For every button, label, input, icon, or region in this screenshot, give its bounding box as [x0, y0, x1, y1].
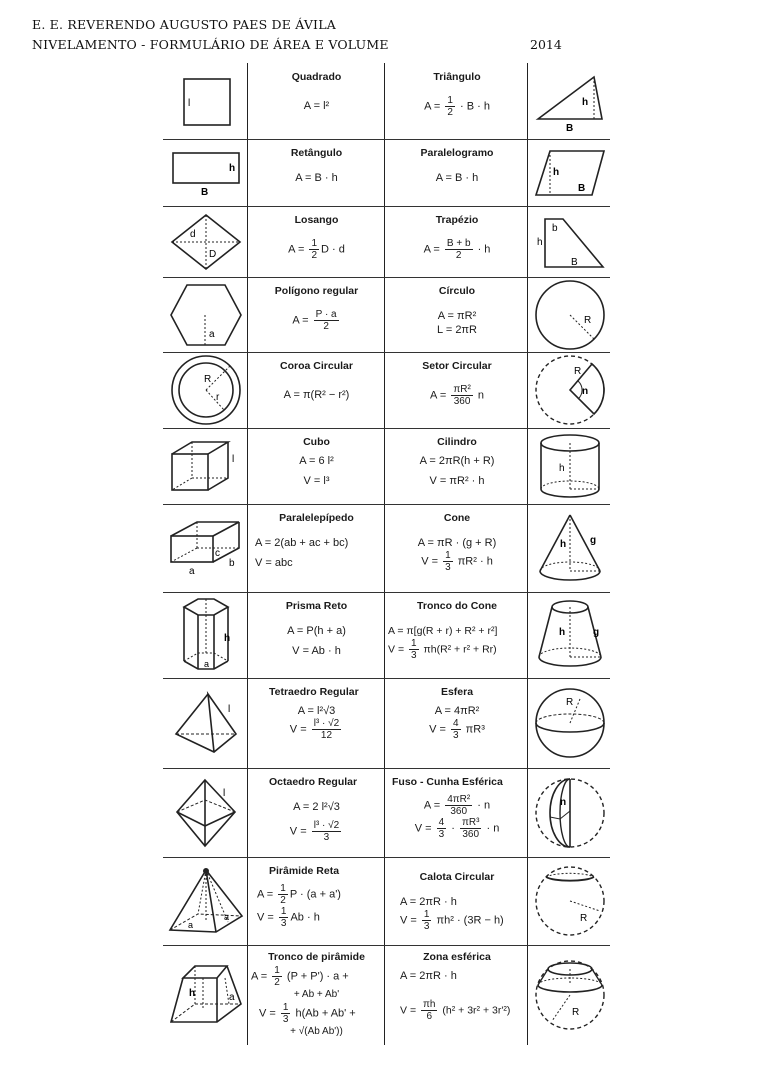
shape-name: Círculo — [438, 285, 476, 297]
formula-volume: V = abc — [255, 557, 293, 569]
formula-area: A = πR · (g + R) — [417, 537, 497, 549]
column-divider — [247, 63, 248, 1045]
spherical-wedge-figure — [529, 768, 611, 857]
shape-name: Cubo — [303, 436, 330, 448]
formula-area: A = $\frac{\text{πR²}}{360}$ n — [430, 384, 484, 407]
formula-volume: V = $\frac{1}{3}$ πR² · h — [421, 550, 493, 573]
octahedron-figure — [165, 768, 247, 857]
shape-name: Prisma Reto — [285, 600, 348, 612]
svg-text:l: l — [188, 98, 191, 109]
cuboid-figure — [165, 504, 247, 592]
svg-text:b: b — [229, 558, 235, 569]
cell-paralelogramo — [386, 139, 528, 206]
cell-zona-esferica — [386, 945, 528, 1045]
trapezoid-figure — [529, 206, 611, 277]
formula-area: A = 2 l²√3 — [293, 801, 340, 813]
formula-area: A = $\frac{1}{2}$ P · (a + a') — [257, 883, 341, 906]
svg-text:n: n — [560, 796, 567, 808]
svg-text:h: h — [553, 166, 560, 178]
svg-text:l: l — [223, 787, 226, 799]
svg-text:R: R — [566, 697, 574, 708]
svg-text:c: c — [215, 548, 220, 559]
shape-name: Tronco do Cone — [417, 600, 497, 612]
svg-text:a: a — [229, 992, 235, 1003]
cell-octaedro-regular — [249, 768, 384, 857]
spherical-zone-figure — [529, 945, 611, 1045]
cell-setor-circular — [386, 352, 528, 428]
cell-prisma-reto — [249, 592, 384, 678]
formula-area: A = 2(ab + ac + bc) — [255, 537, 349, 549]
svg-text:R: R — [204, 374, 212, 385]
school-name: E. E. REVERENDO AUGUSTO PAES DE ÁVILA — [32, 17, 336, 32]
shape-name: Setor Circular — [422, 360, 492, 372]
formula-area: A = 6 l² — [299, 455, 334, 467]
formula-area: A = $\frac{P \cdot a}{2}$ — [292, 309, 337, 332]
formula-area: A = B · h — [295, 172, 338, 184]
sphere-figure — [529, 678, 611, 768]
svg-text:B: B — [578, 182, 586, 194]
cone-figure — [529, 504, 611, 592]
formula-area: A = 2πR · h — [400, 970, 457, 982]
formula-area: A = 2πR(h + R) — [419, 455, 495, 467]
cell-fuso-cunha-esferica — [386, 768, 528, 857]
formula-volume: V = l³ — [303, 475, 330, 487]
formula-length: L = 2πR — [437, 324, 477, 336]
formula-area: A = $\frac{1}{2}$ D · d — [288, 238, 345, 261]
formula-area: A = π(R² − r²) — [283, 389, 350, 401]
cell-coroa-circular — [249, 352, 384, 428]
tetrahedron-figure — [165, 678, 247, 768]
shape-name: Cilindro — [437, 436, 477, 448]
cell-cubo — [249, 428, 384, 504]
formula-area-cont: + Ab + Ab' — [293, 989, 340, 1000]
formula-volume-cont: + √(Ab Ab')) — [290, 1026, 343, 1037]
column-divider — [384, 63, 385, 1045]
svg-text:r: r — [216, 392, 220, 403]
shape-name: Retângulo — [290, 147, 343, 159]
formula-area: A = π[g(R + r) + R² + r²] — [388, 625, 498, 637]
svg-text:B: B — [566, 123, 574, 134]
shape-name: Quadrado — [291, 71, 342, 83]
shape-name: Tetraedro Regular — [269, 686, 359, 698]
formula-volume: V = $\frac{1}{3}$ πh(R² + r² + Rr) — [388, 638, 497, 661]
svg-text:g: g — [593, 627, 600, 638]
formula-area: A = $\frac{1}{2}$ (P + P') · a + — [251, 965, 349, 988]
annulus-figure — [165, 352, 247, 428]
frustum-cone-figure — [529, 592, 611, 678]
parallelogram-figure — [529, 139, 611, 206]
svg-text:R: R — [572, 1007, 580, 1018]
cell-quadrado — [249, 63, 384, 139]
formula-area: A = 2πR · h — [400, 896, 457, 908]
formula-volume: V = $\frac{1}{3}$ πh² · (3R − h) — [400, 909, 504, 932]
formula-area: A = $\frac{B + b}{2}$ · h — [423, 238, 491, 261]
document-year: 2014 — [530, 37, 562, 52]
formula-volume: V = Ab · h — [292, 645, 341, 657]
svg-text:h: h — [559, 627, 566, 638]
svg-text:a: a — [224, 912, 230, 922]
formula-volume: V = $\frac{4}{3}$ πR³ — [429, 718, 485, 741]
cell-trapezio — [386, 206, 528, 277]
formula-area: A = P(h + a) — [287, 625, 346, 637]
cell-paralelepipedo — [249, 504, 384, 592]
pyramid-figure — [165, 857, 247, 945]
svg-text:n: n — [582, 386, 589, 397]
svg-text:a: a — [189, 566, 195, 577]
triangle-figure — [529, 63, 611, 139]
spherical-cap-figure — [529, 857, 611, 945]
shape-name: Paralelepípedo — [279, 512, 354, 524]
svg-text:d: d — [190, 228, 196, 240]
svg-text:l: l — [232, 454, 235, 465]
svg-text:h: h — [560, 539, 567, 550]
svg-text:a: a — [204, 659, 210, 669]
svg-text:b: b — [552, 222, 558, 234]
svg-text:h: h — [559, 463, 565, 474]
cell-calota-circular — [386, 857, 528, 945]
svg-text:h: h — [224, 633, 231, 644]
cell-cone — [386, 504, 528, 592]
cell-losango — [249, 206, 384, 277]
frustum-pyramid-figure — [165, 945, 247, 1045]
cube-figure — [165, 428, 247, 504]
shape-name: Fuso - Cunha Esférica — [392, 776, 503, 788]
formula-volume: V = $\frac{4}{3}$ · $\frac{\text{πR³}}{360}$ · n — [414, 817, 500, 840]
svg-text:h: h — [582, 97, 589, 108]
svg-text:D: D — [209, 248, 217, 260]
shape-name: Pirâmide Reta — [269, 865, 340, 877]
shape-name: Triângulo — [433, 71, 481, 83]
svg-text:h: h — [189, 988, 196, 999]
shape-name: Trapézio — [435, 214, 479, 226]
cell-piramide-reta — [249, 857, 384, 945]
rectangle-figure — [165, 139, 247, 206]
formula-area: A = 4πR² — [434, 705, 480, 717]
svg-text:R: R — [580, 913, 588, 924]
formula-volume: V = $\frac{1}{3}$ h(Ab + Ab' + — [259, 1002, 356, 1025]
cell-esfera — [386, 678, 528, 768]
svg-text:R: R — [584, 314, 592, 326]
shape-name: Tronco de pirâmide — [268, 951, 365, 963]
svg-text:a: a — [188, 920, 194, 930]
cylinder-figure — [529, 428, 611, 504]
document-subtitle: NIVELAMENTO - FORMULÁRIO DE ÁREA E VOLUME — [32, 37, 389, 52]
prism-figure — [165, 592, 247, 678]
cell-tetraedro-regular — [249, 678, 384, 768]
svg-text:B: B — [201, 186, 209, 198]
formula-volume: V = $\frac{1}{3}$ Ab · h — [257, 906, 320, 929]
shape-name: Losango — [294, 214, 339, 226]
cell-tronco-do-cone — [386, 592, 528, 678]
shape-name: Paralelogramo — [420, 147, 494, 159]
cell-cilindro — [386, 428, 528, 504]
svg-text:R: R — [574, 366, 582, 377]
sector-figure — [529, 352, 611, 428]
hexagon-figure — [165, 277, 247, 352]
shape-name: Coroa Circular — [280, 360, 353, 372]
formula-area: A = l²√3 — [297, 705, 336, 717]
rhombus-figure — [165, 206, 247, 277]
formula-volume: V = $\frac{\text{l³ · √2}}{12}$ — [289, 718, 340, 741]
svg-text:a: a — [209, 328, 215, 340]
formula-area: A = $\frac{1}{2}$ · B · h — [424, 95, 490, 118]
square-figure — [165, 63, 247, 139]
shape-name: Octaedro Regular — [269, 776, 358, 788]
svg-text:h: h — [537, 236, 543, 248]
shape-name: Esfera — [440, 686, 474, 698]
cell-tronco-de-piramide — [249, 945, 384, 1045]
cell-circulo — [386, 277, 528, 352]
cell-retangulo — [249, 139, 384, 206]
formula-volume: V = $\frac{\text{l³ · √2}}{3}$ — [289, 820, 340, 843]
cell-poligono-regular — [249, 277, 384, 352]
formula-area: A = $\frac{\text{4πR²}}{360}$ · n — [423, 794, 491, 817]
formula-volume: V = $\frac{\pi h}{6}$ (h² + 3r² + 3r'²) — [400, 999, 511, 1022]
svg-text:g: g — [590, 535, 597, 546]
formula-volume: V = πR² · h — [429, 475, 485, 487]
circle-figure — [529, 277, 611, 352]
svg-text:h: h — [229, 162, 236, 174]
formula-area: A = l² — [303, 100, 330, 112]
svg-text:l: l — [228, 704, 231, 715]
formula-area: A = πR² — [437, 310, 477, 322]
shape-name: Cone — [443, 512, 471, 524]
formula-area: A = B · h — [435, 172, 479, 184]
shape-name: Calota Circular — [419, 871, 495, 883]
formula-table — [163, 63, 610, 1045]
shape-name: Zona esférica — [423, 951, 491, 963]
shape-name: Polígono regular — [274, 285, 359, 297]
svg-text:B: B — [571, 256, 578, 268]
cell-triangulo — [386, 63, 528, 139]
